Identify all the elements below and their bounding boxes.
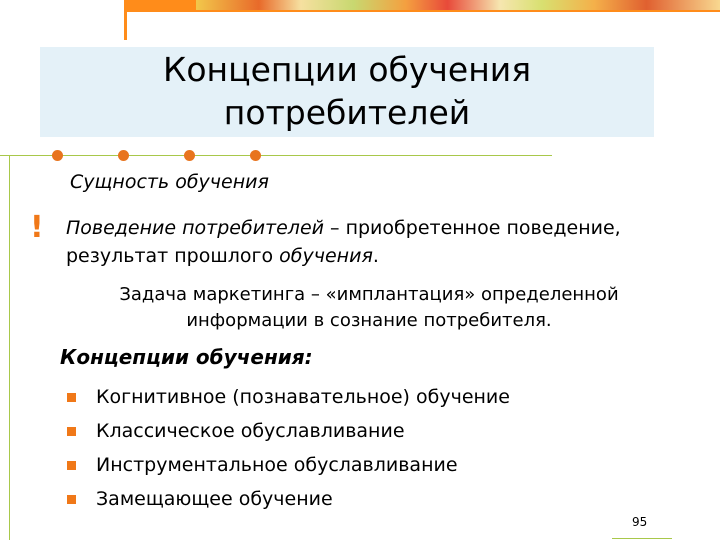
concepts-list (64, 384, 510, 520)
slide-title: Концепции обучения потребителей (162, 50, 532, 132)
title-divider (0, 155, 552, 156)
list-item (64, 452, 510, 486)
page-number-underline (612, 538, 672, 539)
definition-emphasis: обучения (279, 245, 373, 267)
divider-dot (184, 150, 195, 161)
page-number: 95 (632, 515, 648, 529)
top-decor-image-strip (196, 0, 720, 10)
list-item (64, 384, 510, 418)
square-bullet-icon (67, 393, 76, 402)
list-item (64, 418, 510, 452)
exclamation-icon: ! (30, 210, 44, 245)
square-bullet-icon (67, 427, 76, 436)
section-subtitle: Сущность обучения (70, 171, 269, 193)
divider-dot (118, 150, 129, 161)
square-bullet-icon (67, 495, 76, 504)
square-bullet-icon (67, 461, 76, 470)
definition-term: Поведение потребителей (66, 217, 324, 239)
definition-paragraph (66, 214, 706, 270)
divider-dot (250, 150, 261, 161)
list-item-text: Инструментальное обуславливание (96, 454, 458, 476)
list-item-text: Классическое обуславливание (96, 420, 405, 442)
marketing-task: Задача маркетинга – «имплантация» определенной информации в сознание потребителя. (119, 284, 619, 331)
list-item-text: Когнитивное (познавательное) обучение (96, 386, 510, 408)
top-decor-vertical (124, 0, 127, 40)
definition-end: . (372, 245, 379, 267)
list-item (64, 486, 510, 520)
divider-dot (52, 150, 63, 161)
definition-text: – приобретенное поведение, результат прошлого (66, 217, 621, 267)
concepts-heading: Концепции обучения: (60, 345, 313, 369)
list-item-text: Замещающее обучение (96, 488, 333, 510)
left-divider (9, 155, 10, 540)
